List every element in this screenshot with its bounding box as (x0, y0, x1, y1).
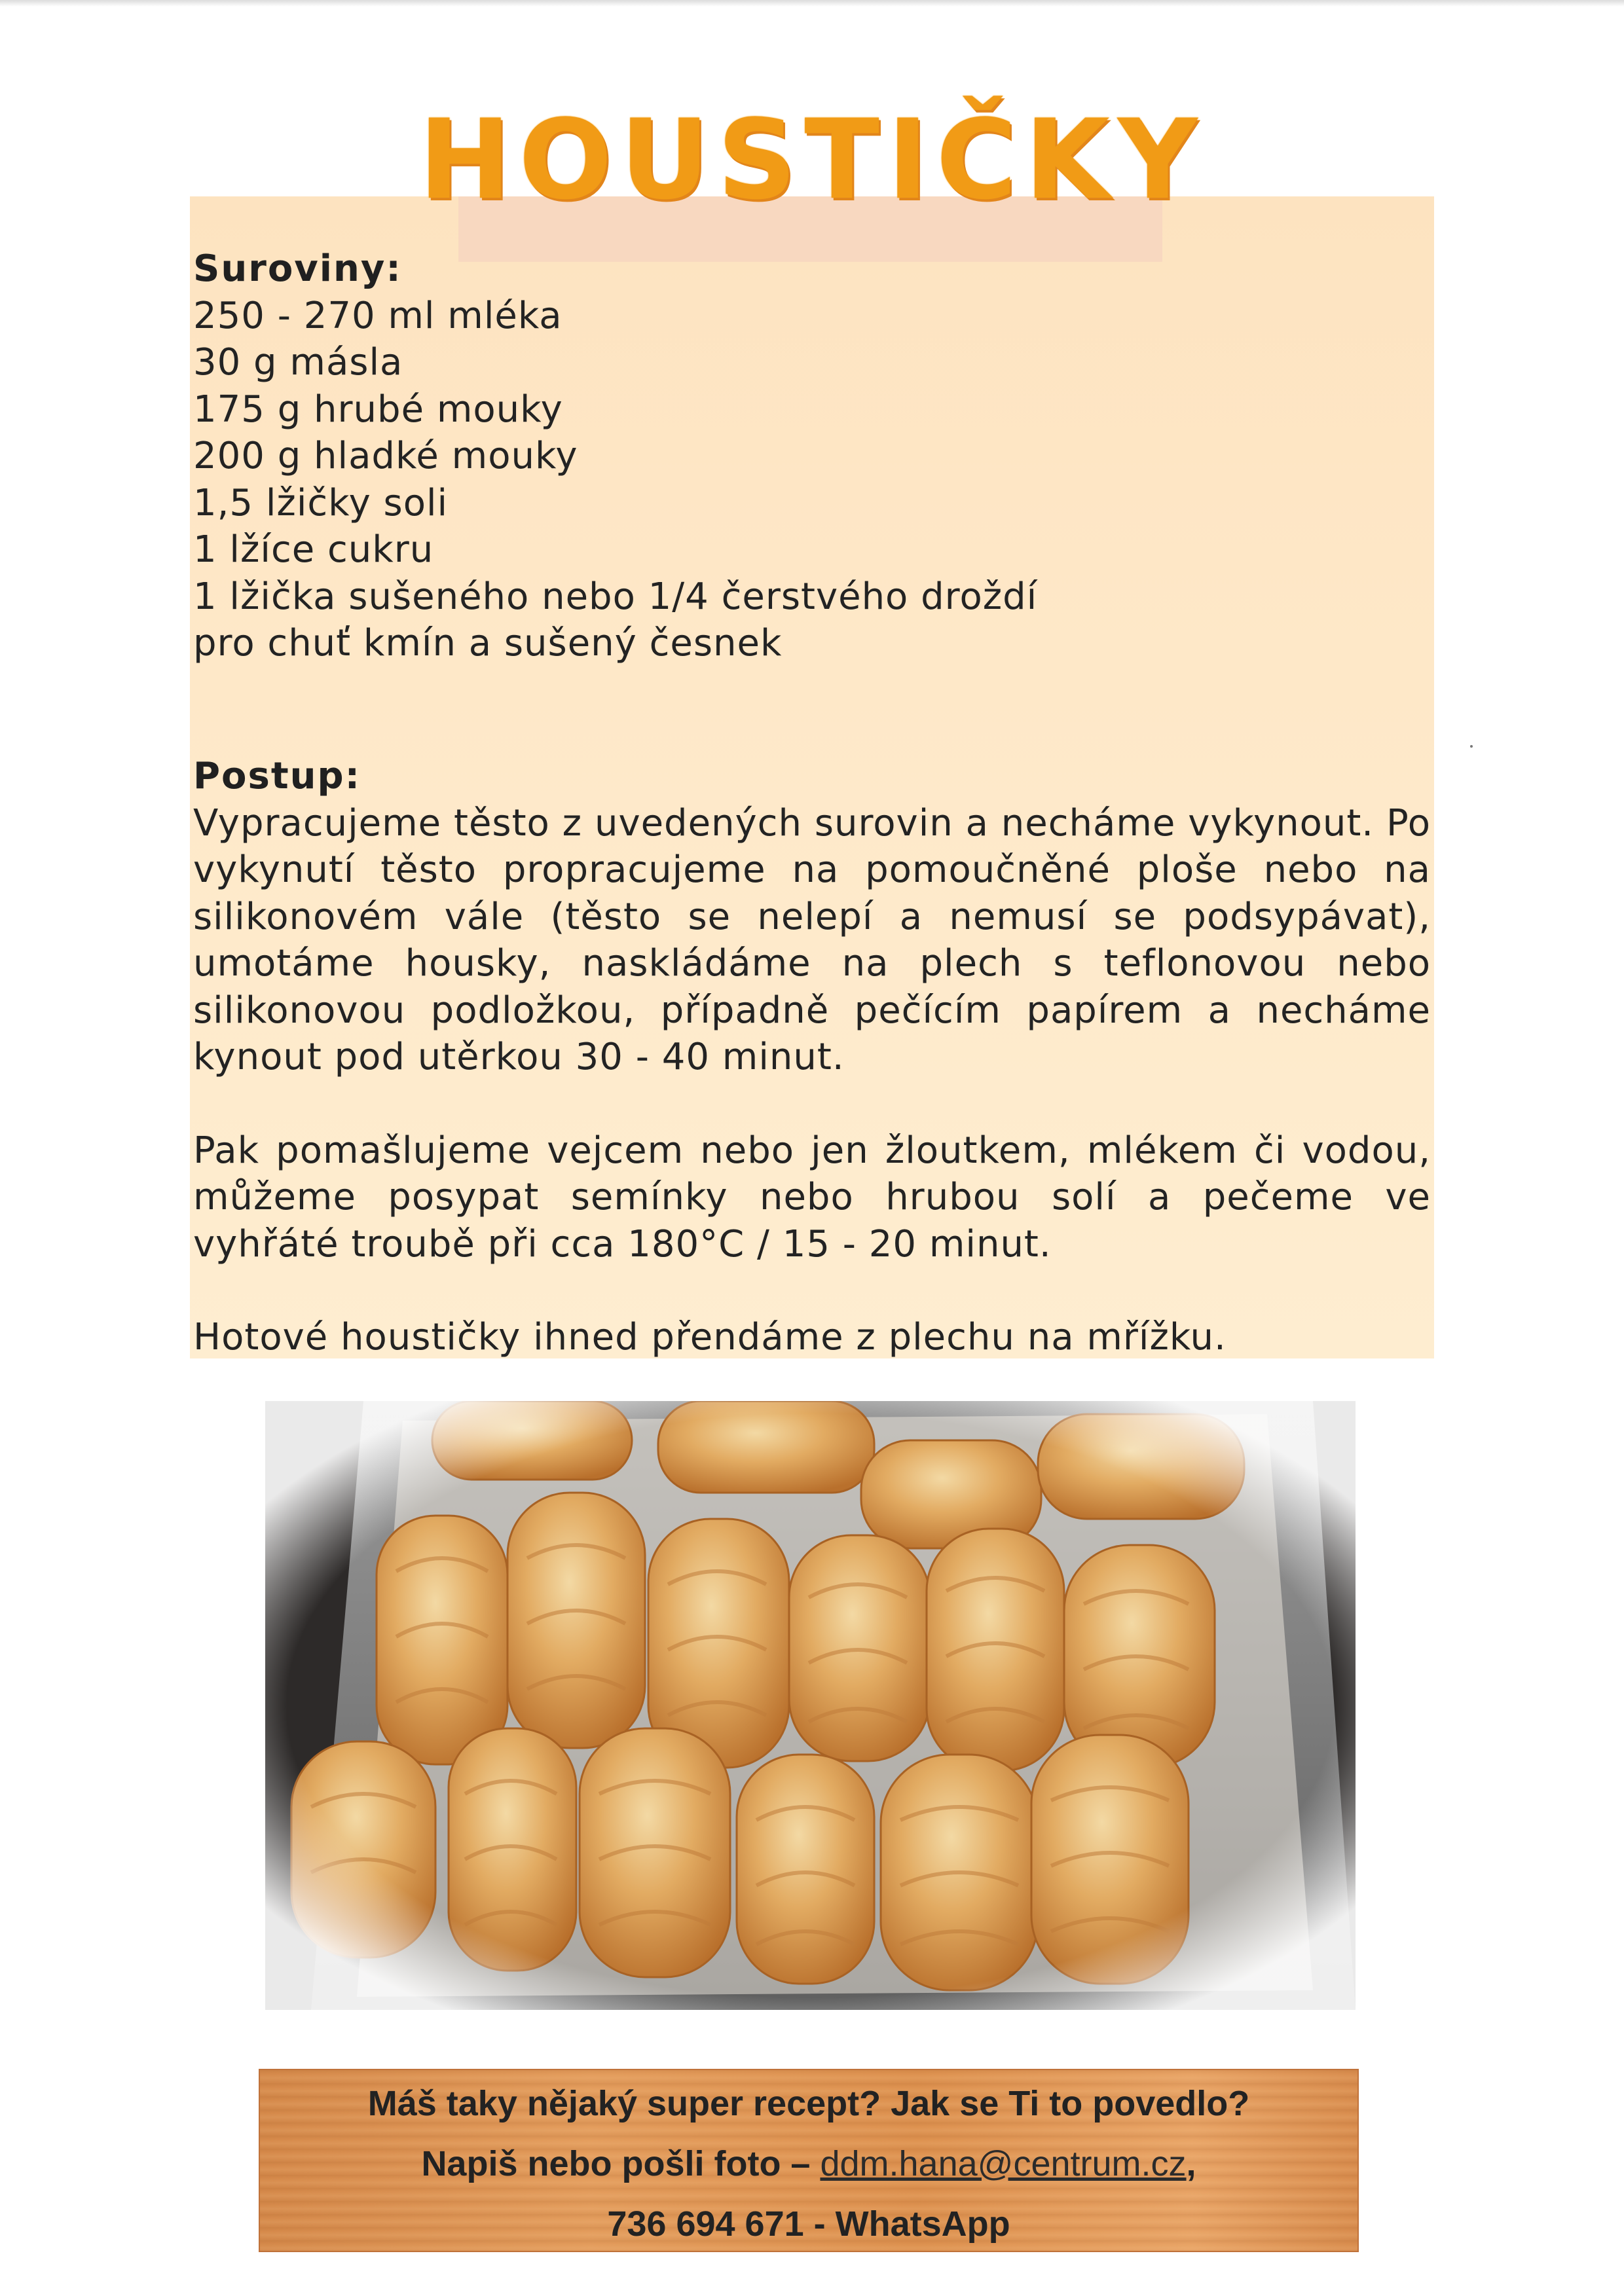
scan-edge (0, 0, 1624, 7)
method-paragraph: Hotové houstičky ihned přendáme z plechu na mřížku. (193, 1316, 1227, 1358)
ingredient-item: 30 g másla (193, 341, 403, 384)
ingredient-item: 1 lžička sušeného nebo 1/4 čerstvého droždí (193, 575, 1038, 618)
ingredients-heading: Suroviny: (193, 247, 402, 290)
bread-rolls-photo (265, 1401, 1356, 2010)
method-section (193, 753, 1431, 1361)
ingredient-item: 1 lžíce cukru (193, 528, 434, 571)
scan-dot (1470, 745, 1473, 748)
ingredient-item: 1,5 lžičky soli (193, 481, 449, 524)
method-paragraph: Pak pomašlujeme vejcem nebo jen žloutkem, mlékem či vodou, můžeme posypat semínky nebo hrubou solí a pečeme ve vyhřáté troubě při cca 180°C / 15 - 20 minut. (193, 1129, 1431, 1266)
banner-contact-line (260, 2134, 1357, 2194)
ingredient-item: 175 g hrubé mouky (193, 388, 563, 431)
page-title: HOUSTIČKY (418, 96, 1206, 224)
email-link[interactable]: ddm.hana@centrum.cz (820, 2144, 1187, 2183)
ingredients-list (193, 293, 1431, 667)
banner-phone: 736 694 671 - WhatsApp (607, 2204, 1010, 2244)
banner-contact-suffix: , (1186, 2144, 1196, 2183)
ingredient-item: pro chuť kmín a sušený česnek (193, 622, 783, 665)
method-paragraph: Vypracujeme těsto z uvedených surovin a necháme vykynout. Po vykynutí těsto propracujeme na pomoučněné ploše nebo na silikonovém vále (těsto se nelepí a nemusí se podsypávat), umotáme housky, naskládáme na plech s teflonovou nebo silikonovou podložkou, případně pečícím papírem a necháme kynout pod utěrkou 30 - 40 minut. (193, 801, 1431, 1078)
contact-banner (259, 2069, 1359, 2252)
banner-question: Máš taky nějaký super recept? Jak se Ti to povedlo? (367, 2084, 1250, 2123)
ingredient-item: 200 g hladké mouky (193, 435, 578, 477)
method-heading: Postup: (193, 755, 361, 797)
ingredients-section (193, 246, 1431, 667)
banner-contact-prefix: Napiš nebo pošli foto – (421, 2144, 821, 2183)
ingredient-item: 250 - 270 ml mléka (193, 294, 563, 337)
